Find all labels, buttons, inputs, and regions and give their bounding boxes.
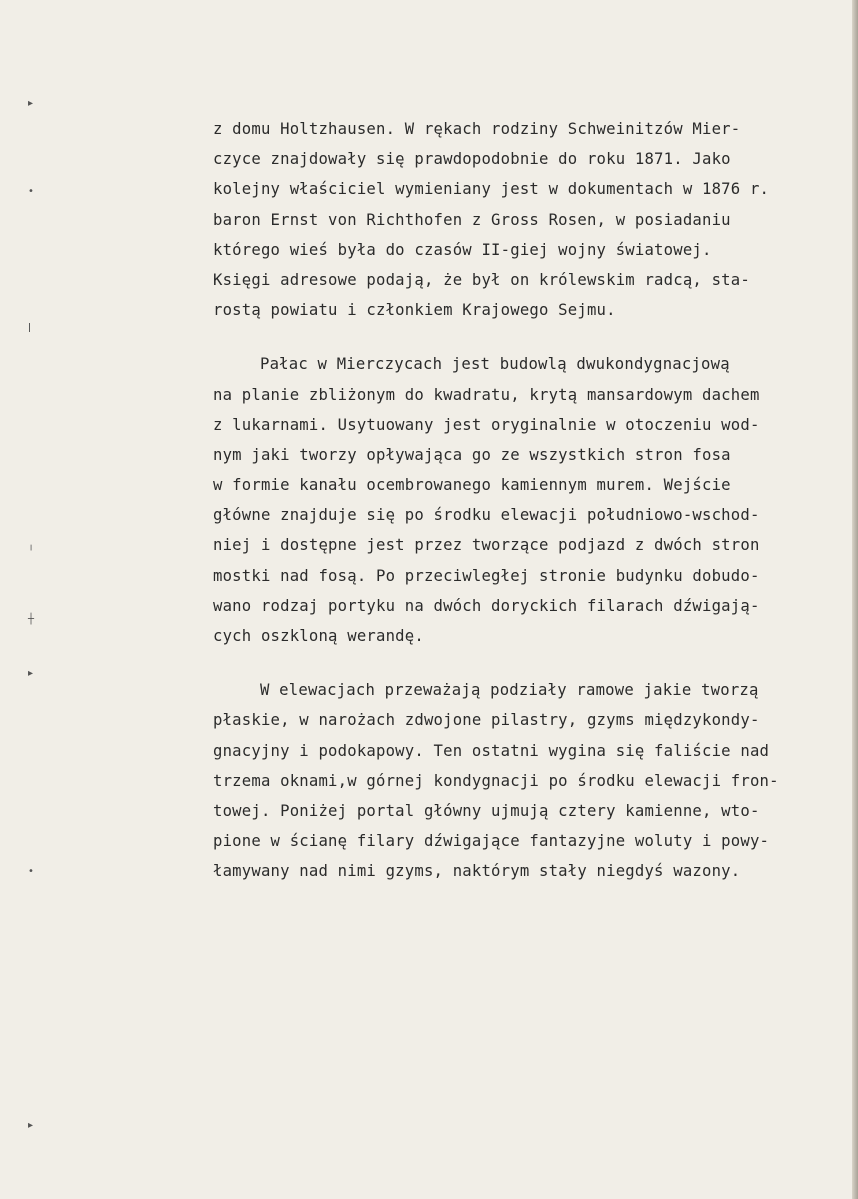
text-line: Pałac w Mierczycach jest budowlą dwukondygnacjową bbox=[260, 355, 730, 374]
text-line: mostki nad fosą. Po przeciwległej stronie budynku dobudo- bbox=[213, 566, 760, 585]
page-edge-shadow bbox=[852, 0, 858, 1199]
text-line: główne znajduje się po środku elewacji południowo-wschod- bbox=[213, 506, 760, 525]
text-line: którego wieś była do czasów II-giej wojny światowej. bbox=[213, 240, 712, 259]
margin-mark: ǀ bbox=[28, 322, 31, 333]
text-line: niej i dostępne jest przez tworzące podjazd z dwóch stron bbox=[213, 536, 760, 555]
text-line: towej. Poniżej portal główny ujmują cztery kamienne, wto- bbox=[213, 801, 760, 820]
paragraph-gap bbox=[213, 651, 823, 675]
margin-mark: ╷ bbox=[28, 540, 35, 551]
text-line: baron Ernst von Richthofen z Gross Rosen, w posiadaniu bbox=[213, 210, 731, 229]
body-text bbox=[213, 114, 823, 887]
text-line: czyce znajdowały się prawdopodobnie do roku 1871. Jako bbox=[213, 150, 731, 169]
text-line: trzema oknami,w górnej kondygnacji po środku elewacji fron- bbox=[213, 771, 779, 790]
margin-binding-marks bbox=[28, 0, 48, 1199]
margin-mark: • bbox=[28, 186, 34, 197]
text-line: gnacyjny i podokapowy. Ten ostatni wygina się faliście nad bbox=[213, 741, 770, 760]
margin-mark: ▸ bbox=[28, 668, 34, 679]
text-line: łamywany nad nimi gzyms, naktórym stały niegdyś wazony. bbox=[213, 862, 741, 881]
text-line: na planie zbliżonym do kwadratu, krytą mansardowym dachem bbox=[213, 385, 760, 404]
paragraph-gap bbox=[213, 325, 823, 349]
text-line: nym jaki tworzy opływająca go ze wszystkich stron fosa bbox=[213, 445, 731, 464]
text-line: W elewacjach przeważają podziały ramowe jakie tworzą bbox=[260, 681, 759, 700]
text-line: cych oszkloną werandę. bbox=[213, 627, 424, 645]
margin-mark: ▸ bbox=[28, 98, 34, 109]
text-line: płaskie, w narożach zdwojone pilastry, gzyms międzykondy- bbox=[213, 711, 760, 730]
margin-mark: ┼ bbox=[28, 614, 35, 625]
text-line: w formie kanału ocembrowanego kamiennym murem. Wejście bbox=[213, 476, 731, 495]
text-line: z domu Holtzhausen. W rękach rodziny Schweinitzów Mier- bbox=[213, 120, 741, 138]
margin-mark: ▸ bbox=[28, 1120, 34, 1131]
text-line: rostą powiatu i członkiem Krajowego Sejmu. bbox=[213, 301, 616, 320]
text-line: wano rodzaj portyku na dwóch doryckich filarach dźwigają- bbox=[213, 596, 760, 615]
text-line: pione w ścianę filary dźwigające fantazyjne woluty i powy- bbox=[213, 832, 770, 851]
text-line: z lukarnami. Usytuowany jest oryginalnie w otoczeniu wod- bbox=[213, 415, 760, 434]
margin-mark: • bbox=[28, 866, 34, 877]
text-line: kolejny właściciel wymieniany jest w dokumentach w 1876 r. bbox=[213, 180, 770, 199]
text-line: Księgi adresowe podają, że był on królewskim radcą, sta- bbox=[213, 270, 750, 289]
